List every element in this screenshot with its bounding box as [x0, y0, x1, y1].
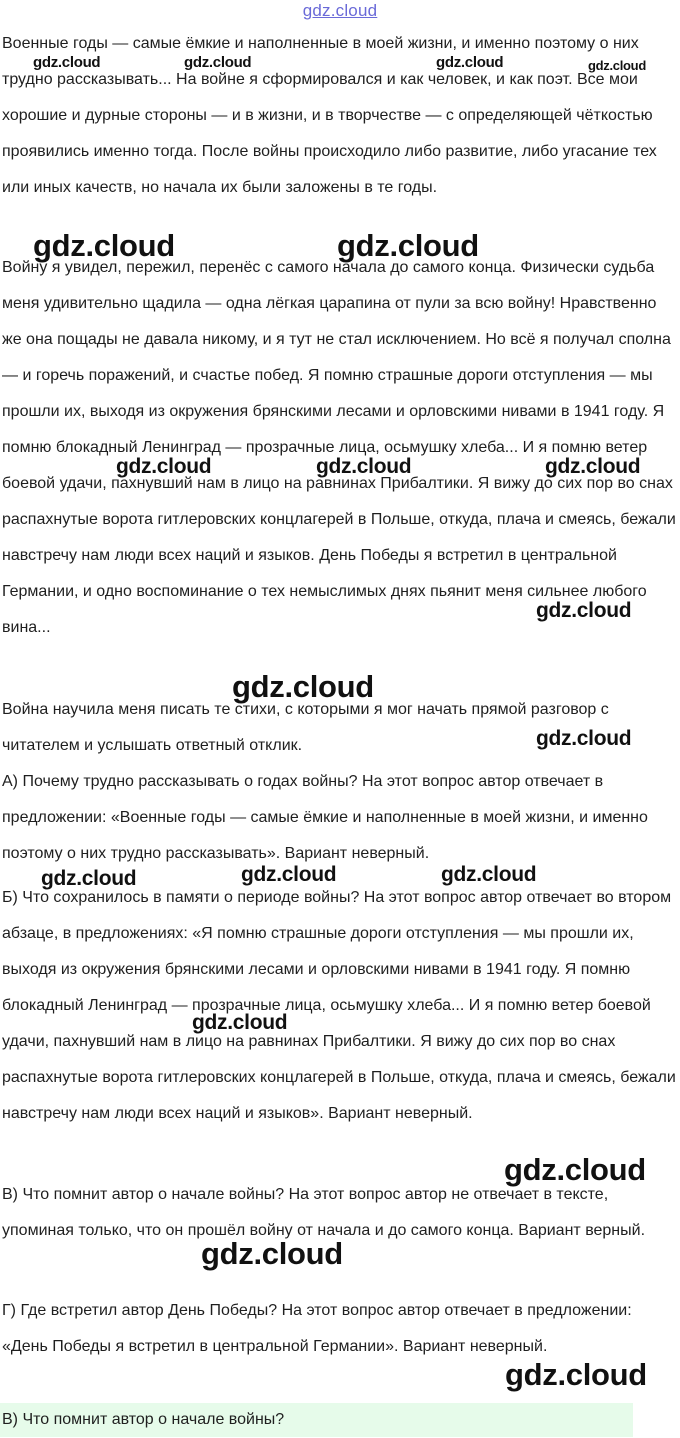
- watermark: gdz.cloud: [41, 867, 137, 890]
- watermark: gdz.cloud: [316, 455, 412, 478]
- option-v-explanation: В) Что помнит автор о начале войны? На этот вопрос автор не отвечает в тексте, упоминая только, что он прошёл войну от начала и до самого конца. Вариант верный.: [2, 1186, 646, 1239]
- watermark: gdz.cloud: [545, 455, 641, 478]
- watermark: gdz.cloud: [33, 228, 175, 263]
- text-paragraph-3: Война научила меня писать те стихи, с которыми я мог начать прямой разговор с читателем и услышать ответный отклик.: [2, 701, 609, 754]
- watermark: gdz.cloud: [192, 1011, 288, 1034]
- watermark: gdz.cloud: [504, 1152, 646, 1187]
- option-b-explanation: Б) Что сохранилось в памяти о периоде войны? На этот вопрос автор отвечает во втором абзаце, в предложениях: «Я помню страшные дороги отступления — мы прошли их, выходя из окружения брянскими лесами и орловскими нивами в 1941 году. Я помню блокадный Ленинград — прозрачные лица, осьмушку хлеба... И я помню ветер боевой удачи, пахнувший нам в лицо на равнинах Прибалтики. Я вижу до сих пор во снах распахнутые ворота гитлеровских концлагерей в Польше, откуда, плача и смеясь, бежали навстречу нам люди всех наций и языков». Вариант неверный.: [2, 889, 676, 1122]
- watermark: gdz.cloud: [505, 1357, 647, 1392]
- option-a-explanation: А) Почему трудно рассказывать о годах войны? На этот вопрос автор отвечает в предложении: «Военные годы — самые ёмкие и наполненные в моей жизни, и именно поэтому о них трудно рассказывать». Вариант неверный.: [2, 773, 648, 862]
- watermark: gdz.cloud: [441, 863, 537, 886]
- site-link[interactable]: gdz.cloud: [302, 1, 378, 20]
- watermark: gdz.cloud: [33, 54, 101, 71]
- text-paragraph-1: Военные годы — самые ёмкие и наполненные в моей жизни, и именно поэтому о них трудно рассказывать... На войне я сформировался и как человек, и как поэт. Все мои хорошие и дурные стороны — и в жизни, и в творчестве — с определяющей чёткостью проявились именно тогда. После войны происходило либо развитие, либо угасание тех или иных качеств, но начала их были заложены в те годы.: [2, 35, 657, 196]
- watermark: gdz.cloud: [184, 54, 252, 71]
- answer-highlight: [0, 1403, 633, 1437]
- watermark: gdz.cloud: [241, 863, 337, 886]
- watermark: gdz.cloud: [201, 1236, 343, 1271]
- watermark: gdz.cloud: [232, 669, 374, 704]
- watermark: gdz.cloud: [588, 58, 646, 73]
- text-paragraph-2: Войну я увидел, пережил, перенёс с самого начала до самого конца. Физически судьба меня удивительно щадила — одна лёгкая царапина от пули за всю войну! Нравственно же она пощады не давала никому, и я тут не стал исключением. Но всё я получал сполна — и горечь поражений, и счастье побед. Я помню страшные дороги отступления — мы прошли их, выходя из окружения брянскими лесами и орловскими нивами в 1941 году. Я помню блокадный Ленинград — прозрачные лица, осьмушку хлеба... И я помню ветер боевой удачи, пахнувший нам в лицо на равнинах Прибалтики. Я вижу до сих пор во снах распахнутые ворота гитлеровских концлагерей в Польше, откуда, плача и смеясь, бежали навстречу нам люди всех наций и языков. День Победы я встретил в центральной Германии, и одно воспоминание о тех немыслимых днях пьянит меня сильнее любого вина...: [2, 259, 676, 636]
- answer-text: В) Что помнит автор о начале войны?: [2, 1411, 285, 1428]
- watermark: gdz.cloud: [436, 54, 504, 71]
- watermark: gdz.cloud: [337, 228, 479, 263]
- watermark: gdz.cloud: [536, 599, 632, 622]
- watermark: gdz.cloud: [536, 727, 632, 750]
- option-g-explanation: Г) Где встретил автор День Победы? На этот вопрос автор отвечает в предложении: «День Победы я встретил в центральной Германии». Вариант неверный.: [2, 1302, 632, 1355]
- watermark: gdz.cloud: [116, 455, 212, 478]
